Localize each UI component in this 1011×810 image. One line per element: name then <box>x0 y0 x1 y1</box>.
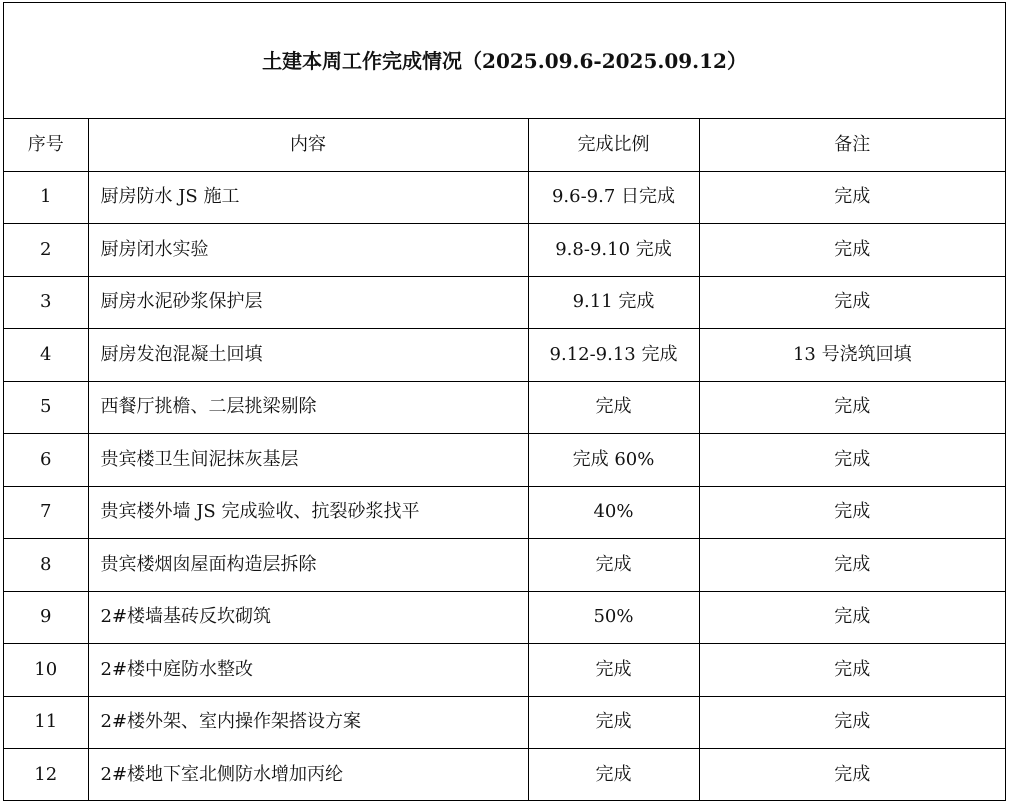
title-row <box>4 3 1005 119</box>
table-row <box>4 539 1005 592</box>
ratio-cell: 完成 60% <box>528 434 699 487</box>
ratio-cell: 完成 <box>528 696 699 749</box>
ratio-cell: 9.6-9.7 日完成 <box>528 171 699 224</box>
seq-cell: 4 <box>4 329 88 382</box>
ratio-cell: 9.12-9.13 完成 <box>528 329 699 382</box>
content-cell: 厨房发泡混凝土回填 <box>88 329 528 382</box>
content-cell: 2#楼墙基砖反坎砌筑 <box>88 591 528 644</box>
seq-cell: 9 <box>4 591 88 644</box>
content-cell: 贵宾楼外墙 JS 完成验收、抗裂砂浆找平 <box>88 486 528 539</box>
ratio-cell: 40% <box>528 486 699 539</box>
table-row <box>4 591 1005 644</box>
ratio-cell: 完成 <box>528 381 699 434</box>
remark-cell: 完成 <box>699 644 1005 697</box>
remark-cell: 完成 <box>699 696 1005 749</box>
content-cell: 2#楼外架、室内操作架搭设方案 <box>88 696 528 749</box>
table-row <box>4 224 1005 277</box>
table-row <box>4 434 1005 487</box>
remark-cell: 完成 <box>699 276 1005 329</box>
header-content: 内容 <box>88 119 528 172</box>
ratio-cell: 50% <box>528 591 699 644</box>
table-row <box>4 644 1005 697</box>
content-cell: 贵宾楼卫生间泥抹灰基层 <box>88 434 528 487</box>
seq-cell: 12 <box>4 749 88 801</box>
seq-cell: 6 <box>4 434 88 487</box>
content-cell: 厨房闭水实验 <box>88 224 528 277</box>
content-cell: 2#楼地下室北侧防水增加丙纶 <box>88 749 528 801</box>
work-report-table <box>4 3 1005 801</box>
work-report-sheet <box>3 2 1006 801</box>
report-title: 土建本周工作完成情况（2025.09.6-2025.09.12） <box>4 3 1005 119</box>
table-row <box>4 381 1005 434</box>
seq-cell: 7 <box>4 486 88 539</box>
remark-cell: 完成 <box>699 486 1005 539</box>
remark-cell: 完成 <box>699 381 1005 434</box>
remark-cell: 完成 <box>699 591 1005 644</box>
header-seq: 序号 <box>4 119 88 172</box>
header-ratio: 完成比例 <box>528 119 699 172</box>
header-remark: 备注 <box>699 119 1005 172</box>
remark-cell: 完成 <box>699 749 1005 801</box>
remark-cell: 完成 <box>699 224 1005 277</box>
remark-cell: 13 号浇筑回填 <box>699 329 1005 382</box>
seq-cell: 5 <box>4 381 88 434</box>
table-row <box>4 749 1005 801</box>
content-cell: 贵宾楼烟囱屋面构造层拆除 <box>88 539 528 592</box>
table-row <box>4 276 1005 329</box>
table-row <box>4 171 1005 224</box>
seq-cell: 11 <box>4 696 88 749</box>
seq-cell: 1 <box>4 171 88 224</box>
ratio-cell: 9.11 完成 <box>528 276 699 329</box>
ratio-cell: 完成 <box>528 539 699 592</box>
remark-cell: 完成 <box>699 171 1005 224</box>
seq-cell: 8 <box>4 539 88 592</box>
content-cell: 厨房水泥砂浆保护层 <box>88 276 528 329</box>
content-cell: 2#楼中庭防水整改 <box>88 644 528 697</box>
ratio-cell: 完成 <box>528 749 699 801</box>
table-row <box>4 486 1005 539</box>
content-cell: 厨房防水 JS 施工 <box>88 171 528 224</box>
remark-cell: 完成 <box>699 434 1005 487</box>
seq-cell: 10 <box>4 644 88 697</box>
header-row <box>4 119 1005 172</box>
table-row <box>4 329 1005 382</box>
seq-cell: 2 <box>4 224 88 277</box>
remark-cell: 完成 <box>699 539 1005 592</box>
table-row <box>4 696 1005 749</box>
content-cell: 西餐厅挑檐、二层挑梁剔除 <box>88 381 528 434</box>
ratio-cell: 完成 <box>528 644 699 697</box>
seq-cell: 3 <box>4 276 88 329</box>
ratio-cell: 9.8-9.10 完成 <box>528 224 699 277</box>
